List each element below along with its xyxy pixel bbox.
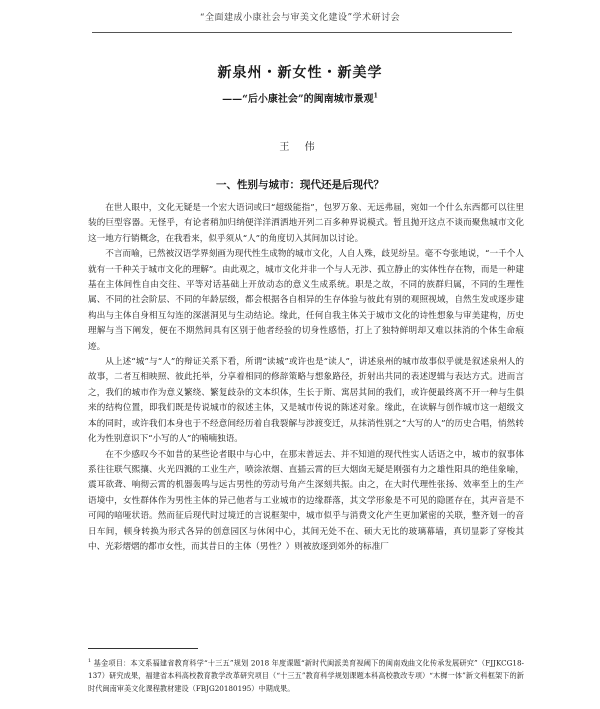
footnote-marker: 1 xyxy=(88,658,92,664)
paragraph: 从上述“城”与“人”的辩证关系下看，所谓“读城”或许也是“读人”，讲述泉州的城市故事似乎就是叙述泉州人的故事，二者互相映照、彼此托举，分享着相同的修辞策略与想象路径，折射出共同的表述逻辑与表达方式。进而言之，我们的城市作为意义繁绕、繁复歧杂的文本织体，生长于斯、寓居其间的我们，或许便最终离不开一种与生俱来的结构位置，即我们既是传说城市的叙述主体，又是城市传说的陈述对象。缘此，在读解与创作城市这一超级文本的同时，或许我们本身也于不经意间经历着自我裂解与涉渡变迁，从抹消性别之“大写的人”的历史合唱，悄然转化为性别意识下“小写的人”的喃喃独语。 xyxy=(88,357,524,445)
article-subtitle xyxy=(0,90,600,105)
running-header: “全面建成小康社会与审美文化建设”学术研讨会 xyxy=(199,13,401,23)
header-rule xyxy=(92,32,512,33)
footnote-rule xyxy=(88,648,198,649)
article-title: 新泉州・新女性・新美学 xyxy=(217,65,383,81)
author-name: 王 伟 xyxy=(279,142,321,153)
paragraph: 不言而喻，已然被汉语学界刻画为现代性生成物的城市文化，人自人殊，歧见纷呈。毫不夸张地说，“一千个人就有一千种关于城市文化的理解”。由此观之，城市文化并非一个与人无涉、孤立静止的实体性存在物，而是一种建基在主体间性自由交往、平等对话基础上开放动态的意义生成系统。职是之故，不同的族群归属，不同的生理性属、不同的社会阶层、不同的年龄层级，都会根据各自相异的生存体验与彼此有别的观照视域，自然生发或逐步建构出与主体自身相互勾连的深湛洞见与生动结论。缘此，任何自我主体关于城市文化的诗性想象与审美建构，历史理解与当下阐发，便在不期然间具有区别于他者经验的切身性感悟，打上了独特鲜明却又难以抹消的个体生命痕迹。 xyxy=(88,249,524,352)
subtitle-text: ——“后小康社会”的闽南城市景观 xyxy=(222,94,374,105)
body-text xyxy=(88,201,524,555)
paragraph: 在世人眼中，文化无疑是一个宏大语词或曰“超级能指”，包罗万象、无远弗届，宛如一个什么东西都可以往里装的巨型容器。无怪乎，有论者稍加归纳便洋洋洒洒地开列二百多种界说模式。暂且抛开这点不谈而聚焦城市文化这一地方行销概念，在我看来，似乎须从“人”的角度切入其间加以讨论。 xyxy=(88,203,524,244)
section-heading: 一、性别与城市：现代还是后现代？ xyxy=(216,179,384,191)
footnote-text: 基金项目：本文系福建省教育科学“十三五”规划 2018 年度课题“新时代闽派美育视阈下的闽南戏曲文化传承发展研究”（FJJKCG18-137）研究成果，福建省本科高校教育教学改革研究项目（“十三五”教育科学规划课题本科高校教改专项）“木樨一体”新文科框架下的新时代闽南审美文化课程教材建设（FBJG20180195）中期成果。 xyxy=(88,658,524,694)
footnote xyxy=(88,655,524,695)
paragraph: 在不少感叹今不如昔的某些论者眼中与心中，在那末普远去、并不知道的现代性实人话语之中，城市的叙事体系往往联气熙攘、火光四溅的工业生产，喷涂浓烟、直插云霄的巨大烟囱无疑是刚强有力之雄性阳具的绝佳象喻，震耳欲聋、响彻云霄的机器轰鸣与远古男性的劳动号角产生深刻共振。由之，在大时代理性张扬、效率至上的生产语境中，女性群体作为男性主体的异己他者与工业城市的边缘群落，其文学形象是不可见的隐匿存在，其声音是不可闻的喑哑状语。然而征后现代时过境迁的言说框架中，城市似乎与消费文化产生更加紧密的关联，整齐划一的音日车间，顿身转换为形式各异的创意园区与休闲中心，其间无处不在、硕大无比的玻璃幕墙，真切显影了穿梭其中、光彩熠熠的都市女性，而其昔日的主体（男性？）则被放逐到郊外的标准厂 xyxy=(88,449,524,552)
subtitle-footnote-marker: 1 xyxy=(373,92,378,100)
